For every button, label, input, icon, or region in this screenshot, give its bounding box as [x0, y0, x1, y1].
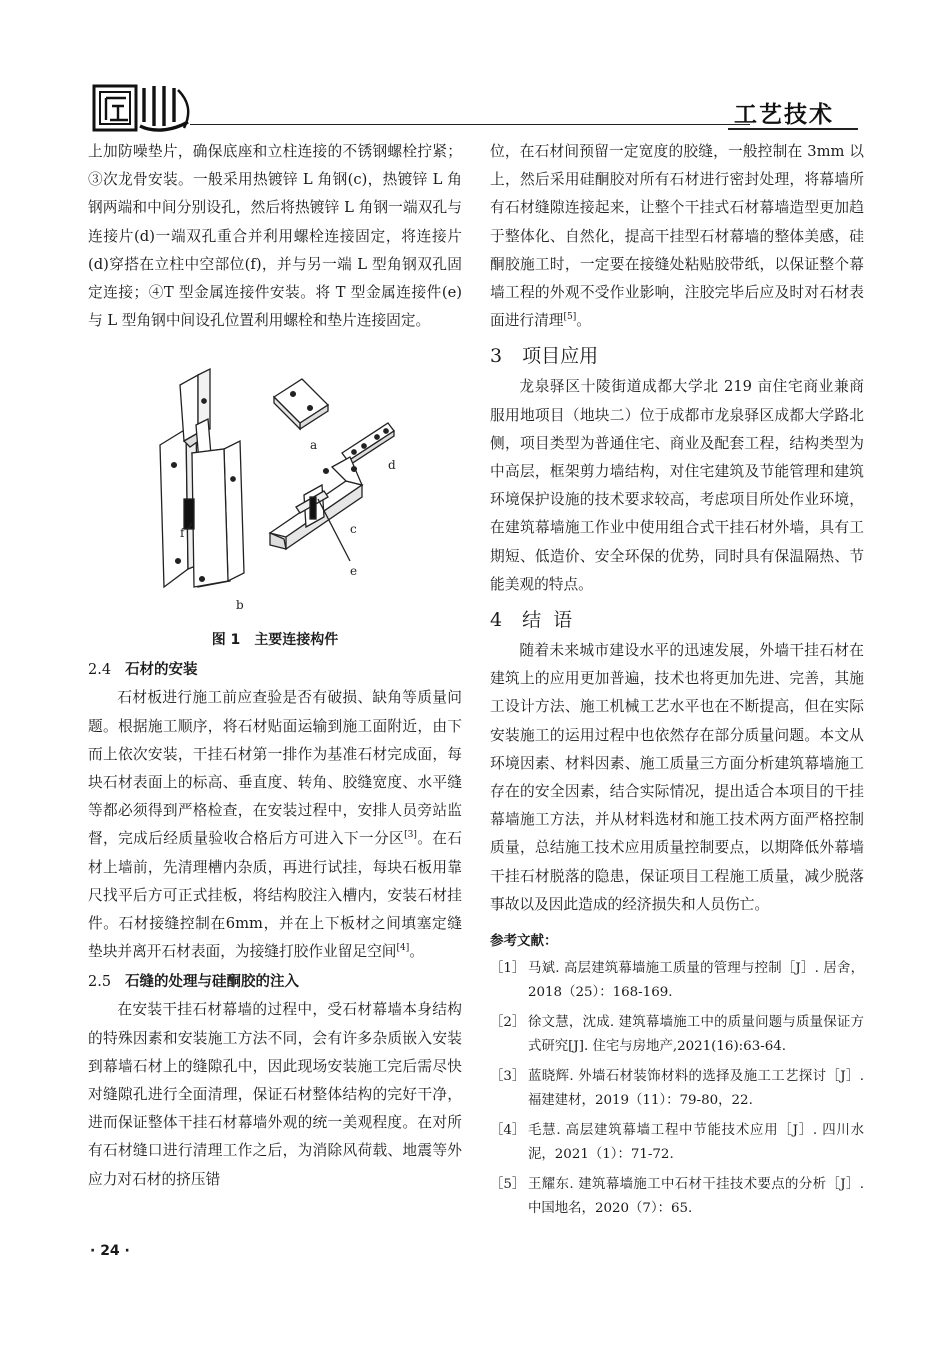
- section-3-text: 龙泉驿区十陵街道成都大学北 219 亩住宅商业兼商服用地项目（地块二）位于成都市龙泉驿区成都大学路北侧，项目类型为普通住宅、商业及配套工程，结构类型为中高层，框架剪力墙结构，对住宅建筑及节能管理和建筑环境保护设施的技术要求较高，考虑项目所处作业环境，在建筑幕墙施工作业中使用组合式干挂石材外墙，具有工期短、低造价、安全环保的优势，同时具有保温隔热、节能美观的特点。: [490, 378, 864, 593]
- reference-item: ［4］ 毛慧. 高层建筑幕墙工程中节能技术应用［J］. 四川水泥，2021（1）：71-72.: [490, 1123, 864, 1162]
- figure-1-caption: [88, 627, 462, 653]
- citation: [5]: [563, 312, 577, 323]
- reference-item: ［1］ 马斌. 高层建筑幕墙施工质量的管理与控制［J］. 居舍，2018（25）：168-169.: [490, 961, 864, 1000]
- subsection-2-5-text: 在安装干挂石材幕墙的过程中，受石材幕墙本身结构的特殊因素和安装施工方法不同，会有许多杂质嵌入安装到幕墙石材上的缝隙孔中，因此现场安装施工完后需尽快对缝隙孔进行全面清理，保证石材整体结构的完好干净，进而保证整体干挂石材幕墙外观的统一美观程度。在对所有石材缝口进行清理工作之后，为消除风荷载、地震等外应力对石材的挤压错: [88, 1001, 462, 1188]
- header-rule: [190, 124, 750, 125]
- subsection-2-4-heading: [88, 657, 462, 683]
- figure-1: [88, 349, 462, 627]
- references-list: [490, 957, 864, 1220]
- reference-item: ［3］ 蓝晓辉. 外墙石材装饰材料的选择及施工工艺探讨［J］. 福建建材，2019（11）：79-80，22.: [490, 1069, 864, 1108]
- label-d: d: [388, 458, 396, 473]
- citation: [3]: [404, 830, 417, 841]
- section-4-text: 随着未来城市建设水平的迅速发展，外墙干挂石材在建筑上的应用更加普遍，技术也将更加先进、完善，其施工设计方法、施工机械工艺水平也在不断提高，但在实际安装施工的运用过程中也依然存在部分质量问题。本文从环境因素、材料因素、施工质量三方面分析建筑幕墙施工存在的安全因素，结合实际情况，提出适合本项目的干挂幕墙施工方法，并从材料选材和施工技术两方面严格控制质量，总结施工技术应用质量控制要点，以期降低外幕墙干挂石材脱落的隐患，保证项目工程施工质量，减少脱落事故以及因此造成的经济损失和人员伤亡。: [490, 642, 864, 913]
- label-a: a: [310, 438, 318, 453]
- section-4-heading: 4 结 语: [490, 609, 573, 632]
- left-paragraph-1: 上加防噪垫片，确保底座和立柱连接的不锈钢螺栓拧紧；③次龙骨安装。一般采用热镀锌 L 角钢(c)，热镀锌 L 角钢两端和中间分别设孔，然后将热镀锌 L 角钢一端双孔与连接片(d)一端双孔重合并利用螺栓连接固定，将连接片(d)穿搭在立柱中空部位(f)，并与另一端 L 型角钢双孔固定连接；④T 型金属连接件安装。将 T 型金属连接件(e)与 L 型角钢中间设孔位置利用螺栓和垫片连接固定。: [88, 143, 462, 330]
- subsection-title: 石材的安装: [125, 662, 198, 679]
- figure-number: 图 1: [211, 632, 241, 649]
- subsection-2-5-heading: [88, 969, 462, 995]
- page-number: · 24 ·: [90, 1243, 130, 1259]
- label-f: f: [180, 526, 185, 541]
- figure-title: 主要连接构件: [254, 632, 339, 649]
- reference-item: ［5］ 王耀东. 建筑幕墙施工中石材干挂技术要点的分析［J］. 中国地名，2020（7）：65.: [490, 1177, 864, 1216]
- label-e: e: [350, 564, 358, 579]
- label-b: b: [236, 598, 244, 613]
- right-column: [490, 138, 864, 1227]
- label-c: c: [350, 522, 357, 537]
- subsection-2-4-text: 石材板进行施工前应查验是否有破损、缺角等质量问题。根据施工顺序，将石材贴面运输到施工面附近，由下而上依次安装，干挂石材第一排作为基准石材完成面，每块石材表面上的标高、垂直度、转角、胶缝宽度、水平缝等都必须得到严格检查，在安装过程中，安排人员旁站监督，完成后经质量验收合格后方可进入下一分区[3]。在石材上墙前，先清理槽内杂质，再进行试挂，每块石板用靠尺找平后方可正式挂板，将结构胶注入槽内，安装石材挂件。石材接缝控制在6mm，并在上下板材之间填塞定缝垫块并离开石材表面，为接缝打胶作业留足空间[4]。: [88, 689, 462, 961]
- citation: [4]: [396, 943, 410, 954]
- section-tag-underline: [728, 128, 858, 130]
- references-title: 参考文献：: [490, 933, 558, 950]
- reference-item: ［2］ 徐文慧，沈成. 建筑幕墙施工中的质量问题与质量保证方式研究[J]. 住宅与房地产,2021(16):63-64.: [490, 1015, 864, 1054]
- section-3-heading: 3 项目应用: [490, 345, 599, 368]
- subsection-title: 石缝的处理与硅酮胶的注入: [125, 974, 300, 991]
- subsection-number: 2.5: [88, 974, 112, 991]
- journal-logo: [92, 82, 200, 134]
- section-tag: 工艺技术: [734, 102, 834, 128]
- page-header: [0, 0, 950, 135]
- connection-parts-drawing: [88, 349, 462, 627]
- right-paragraph-1: 位，在石材间预留一定宽度的胶缝，一般控制在 3mm 以上，然后采用硅酮胶对所有石材进行密封处理，将幕墙所有石材缝隙连接起来，让整个干挂式石材幕墙造型更加趋于整体化、自然化，提高干挂型石材幕墙的整体美感，硅酮胶施工时，一定要在接缝处粘贴胶带纸，以保证整个幕墙工程的外观不受作业影响，注胶完毕后应及时对石材表面进行清理[5]。: [490, 143, 864, 330]
- subsection-number: 2.4: [88, 662, 112, 679]
- left-column: [88, 138, 462, 1194]
